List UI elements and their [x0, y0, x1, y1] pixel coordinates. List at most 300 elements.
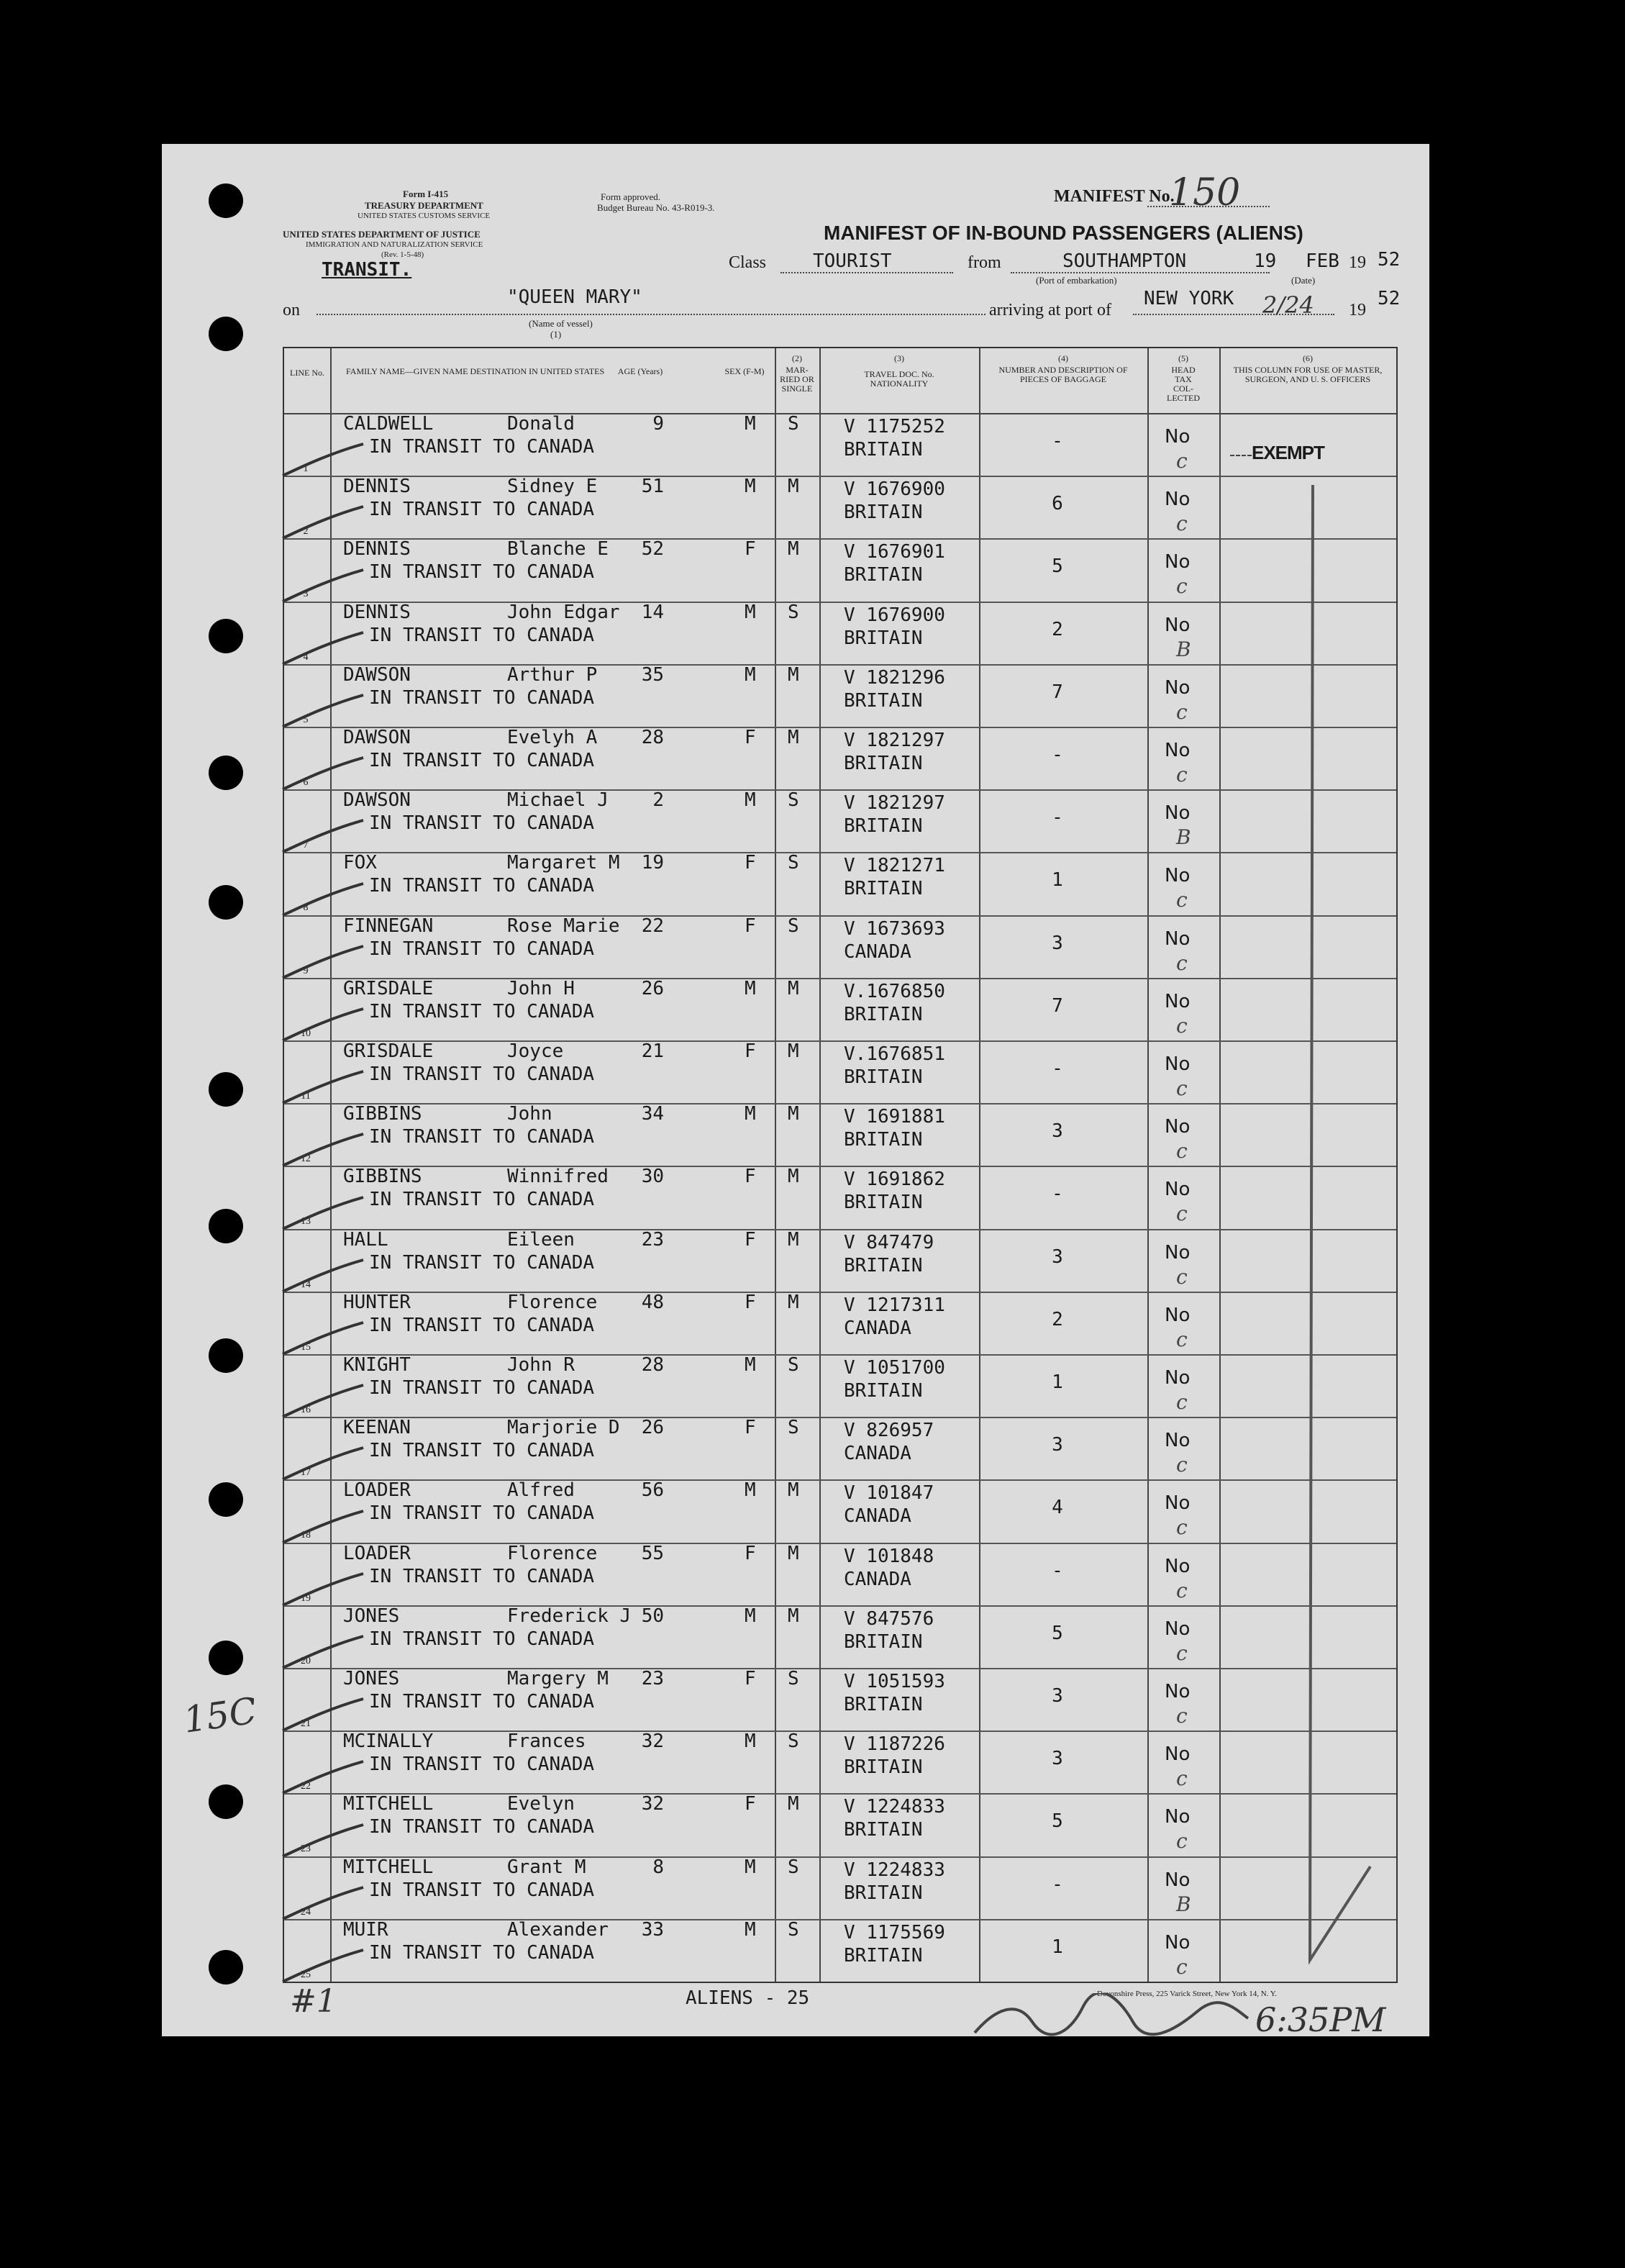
given-name: Evelyh A [507, 727, 598, 748]
family-name: MUIR [343, 1918, 388, 1941]
header-officers-column: THIS COLUMN FOR USE OF MASTER, SURGEON, AND U. S. OFFICERS [1233, 365, 1383, 384]
line-number: 3 [303, 589, 309, 600]
sex: F [745, 1668, 756, 1689]
destination: IN TRANSIT TO CANADA [369, 1251, 595, 1274]
header-col6-number: (6) [1303, 353, 1313, 363]
travel-doc-no: V.1676850 [844, 980, 945, 1002]
sex: M [745, 1856, 756, 1878]
header-travel-doc: TRAVEL DOC. No. NATIONALITY [864, 369, 934, 389]
destination: IN TRANSIT TO CANADA [369, 1189, 595, 1211]
vessel-name: "QUEEN MARY" [507, 286, 642, 308]
given-name: Alexander [507, 1918, 609, 1941]
age: 14 [641, 601, 664, 623]
punch-hole [209, 619, 243, 653]
baggage-count: 1 [1052, 1936, 1063, 1958]
revision: (Rev. 1-5-48) [381, 250, 424, 259]
header-col4-number: (4) [1058, 353, 1068, 363]
head-tax-mark: c [1176, 888, 1188, 912]
line-number: 12 [301, 1153, 311, 1165]
punch-hole [209, 1784, 243, 1819]
sex: M [745, 1354, 756, 1376]
family-name: GIBBINS [343, 1166, 422, 1188]
marital-status: M [788, 977, 799, 999]
col-divider [1147, 348, 1149, 1982]
dept-of-justice: UNITED STATES DEPARTMENT OF JUSTICE [283, 229, 481, 240]
age: 26 [641, 1417, 664, 1439]
punch-hole [209, 1209, 243, 1243]
family-name: GRISDALE [343, 977, 434, 999]
exempt-stamp: EXEMPT [1252, 442, 1324, 463]
given-name: Florence [507, 1542, 598, 1564]
head-tax-mark: B [1176, 825, 1191, 850]
destination: IN TRANSIT TO CANADA [369, 1314, 595, 1336]
age: 8 [652, 1856, 664, 1878]
baggage-count: 7 [1052, 681, 1063, 703]
destination: IN TRANSIT TO CANADA [369, 1502, 595, 1525]
marital-status: M [788, 1103, 799, 1125]
travel-doc-no: V 1175569 [844, 1921, 945, 1943]
head-tax: No [1165, 865, 1191, 887]
nationality: BRITAIN [844, 1630, 923, 1653]
age: 55 [641, 1542, 664, 1564]
age: 48 [641, 1291, 664, 1313]
baggage-count: 5 [1052, 1622, 1063, 1644]
given-name: Marjorie D [507, 1417, 620, 1439]
sex: M [745, 1103, 756, 1125]
head-tax-mark: c [1176, 951, 1188, 975]
nationality: CANADA [844, 1443, 911, 1465]
nationality: BRITAIN [844, 689, 923, 712]
nationality: BRITAIN [844, 1003, 923, 1025]
travel-doc-no: V 1217311 [844, 1294, 945, 1316]
head-tax-mark: c [1176, 1766, 1188, 1791]
age: 30 [641, 1166, 664, 1188]
travel-doc-no: V 1821297 [844, 792, 945, 815]
nationality: BRITAIN [844, 627, 923, 649]
baggage-count: 7 [1052, 994, 1063, 1017]
head-tax-mark: c [1176, 1453, 1188, 1477]
form-approved: Form approved. [601, 191, 661, 202]
given-name: John [507, 1103, 552, 1125]
family-name: DAWSON [343, 727, 411, 748]
head-tax-mark: B [1176, 1892, 1191, 1916]
head-tax-mark: c [1176, 1704, 1188, 1728]
marital-status: S [788, 1354, 799, 1376]
nationality: BRITAIN [844, 1254, 923, 1276]
destination: IN TRANSIT TO CANADA [369, 436, 595, 458]
head-tax: No [1165, 1492, 1191, 1515]
line-number: 14 [301, 1279, 311, 1290]
baggage-count: - [1052, 1183, 1063, 1205]
baggage-count: 5 [1052, 555, 1063, 578]
head-tax: No [1165, 1053, 1191, 1075]
baggage-count: 3 [1052, 932, 1063, 954]
given-name: John R [507, 1354, 575, 1376]
destination: IN TRANSIT TO CANADA [369, 875, 595, 897]
head-tax: No [1165, 1430, 1191, 1452]
col-divider [775, 348, 776, 1982]
marital-status: M [788, 1291, 799, 1313]
header-head-tax: HEAD TAX COL- LECTED [1167, 365, 1200, 403]
nationality: BRITAIN [844, 1694, 923, 1715]
head-tax: No [1165, 1367, 1191, 1389]
destination: IN TRANSIT TO CANADA [369, 1126, 595, 1148]
family-name: MCINALLY [343, 1731, 434, 1753]
header-divider [284, 413, 1396, 414]
destination: IN TRANSIT TO CANADA [369, 686, 595, 709]
nationality: CANADA [844, 940, 911, 963]
age: 50 [641, 1605, 664, 1627]
date-caption: (Date) [1291, 275, 1316, 286]
head-tax-mark: c [1176, 1641, 1188, 1665]
travel-doc-no: V 1175252 [844, 416, 945, 437]
head-tax: No [1165, 1241, 1191, 1264]
baggage-count: 4 [1052, 1497, 1063, 1519]
travel-doc-no: V 1691862 [844, 1169, 945, 1191]
travel-doc-no: V 1224833 [844, 1859, 945, 1881]
nationality: BRITAIN [844, 502, 923, 524]
travel-doc-no: V 1821297 [844, 730, 945, 751]
header-line-no: LINE No. [290, 368, 324, 378]
head-tax-mark: c [1176, 1327, 1188, 1351]
marital-status: S [788, 601, 799, 623]
given-name: Donald [507, 413, 575, 435]
baggage-count: - [1052, 744, 1063, 766]
destination: IN TRANSIT TO CANADA [369, 561, 595, 584]
family-name: JONES [343, 1668, 400, 1689]
baggage-count: 3 [1052, 1685, 1063, 1707]
destination: IN TRANSIT TO CANADA [369, 624, 595, 646]
family-name: LOADER [343, 1479, 411, 1502]
manifest-no-label: MANIFEST No. [1054, 187, 1175, 206]
marital-status: S [788, 852, 799, 874]
marital-status: S [788, 1918, 799, 1941]
line-number: 21 [301, 1718, 311, 1729]
age: 9 [652, 413, 664, 435]
given-name: Michael J [507, 789, 609, 812]
printer-imprint: Devonshire Press, 225 Varick Street, New York 14, N. Y. [1097, 1990, 1278, 1998]
line-number: 13 [301, 1216, 311, 1228]
baggage-count: - [1052, 807, 1063, 829]
nationality: BRITAIN [844, 878, 923, 900]
nationality: BRITAIN [844, 753, 923, 774]
header-col2-number: (2) [792, 353, 802, 363]
punch-hole [209, 885, 243, 920]
budget-bureau: Budget Bureau No. 43-R019-3. [597, 202, 715, 213]
port-embark-caption: (Port of embarkation) [1036, 275, 1117, 286]
sex: F [745, 1793, 756, 1815]
punch-hole [209, 317, 243, 351]
sex: M [745, 476, 756, 498]
arriving-label: arriving at port of [989, 301, 1111, 319]
travel-doc-no: V 1821296 [844, 666, 945, 689]
line-number: 20 [301, 1655, 311, 1666]
given-name: Eileen [507, 1228, 575, 1251]
header-name: FAMILY NAME—GIVEN NAME DESTINATION IN UNITED STATES [346, 366, 605, 376]
head-tax: No [1165, 1618, 1191, 1640]
given-name: Arthur P [507, 663, 598, 686]
age: 51 [641, 476, 664, 498]
given-name: Florence [507, 1291, 598, 1313]
family-name: HALL [343, 1228, 388, 1251]
nationality: BRITAIN [844, 815, 923, 838]
line-number: 9 [303, 965, 309, 976]
marital-status: M [788, 727, 799, 748]
travel-doc-no: V 1673693 [844, 917, 945, 940]
sex: M [745, 789, 756, 812]
age: 23 [641, 1228, 664, 1251]
family-name: DAWSON [343, 663, 411, 686]
head-tax-mark: c [1176, 512, 1188, 536]
sex: M [745, 1918, 756, 1941]
head-tax-mark: c [1176, 1139, 1188, 1164]
customs-service: UNITED STATES CUSTOMS SERVICE [358, 212, 491, 220]
head-tax: No [1165, 1806, 1191, 1828]
head-tax-mark: c [1176, 1076, 1188, 1100]
head-tax: No [1165, 489, 1191, 511]
baggage-count: 5 [1052, 1810, 1063, 1833]
marital-status: S [788, 1856, 799, 1878]
marital-status: M [788, 1605, 799, 1627]
given-name: Blanche E [507, 538, 609, 561]
sex: M [745, 977, 756, 999]
travel-doc-no: V 101847 [844, 1482, 934, 1505]
footer-aliens-count: ALIENS - 25 [686, 1987, 810, 2009]
nationality: CANADA [844, 1317, 911, 1339]
line-number: 23 [301, 1843, 311, 1855]
nationality: CANADA [844, 1505, 911, 1528]
baggage-count: 6 [1052, 493, 1063, 515]
destination: IN TRANSIT TO CANADA [369, 1816, 595, 1838]
travel-doc-no: V 1691881 [844, 1106, 945, 1128]
head-tax-mark: c [1176, 1390, 1188, 1414]
baggage-count: 2 [1052, 1308, 1063, 1330]
sex: M [745, 1479, 756, 1502]
marital-status: M [788, 476, 799, 498]
destination: IN TRANSIT TO CANADA [369, 499, 595, 521]
ins-service: IMMIGRATION AND NATURALIZATION SERVICE [306, 240, 483, 249]
given-name: Sidney E [507, 476, 598, 498]
line-number: 18 [301, 1530, 311, 1541]
head-tax: No [1165, 1179, 1191, 1201]
family-name: DENNIS [343, 538, 411, 561]
manifest-title: MANIFEST OF IN-BOUND PASSENGERS (ALIENS) [824, 222, 1303, 244]
time-handwritten: 6:35PM [1255, 2000, 1386, 2039]
sex: F [745, 1542, 756, 1564]
destination: IN TRANSIT TO CANADA [369, 1063, 595, 1085]
sex: F [745, 1228, 756, 1251]
nationality: BRITAIN [844, 439, 923, 461]
family-name: MITCHELL [343, 1793, 434, 1815]
family-name: DENNIS [343, 601, 411, 623]
destination: IN TRANSIT TO CANADA [369, 1377, 595, 1399]
marital-status: S [788, 1668, 799, 1689]
line-number: 24 [301, 1906, 311, 1918]
nationality: BRITAIN [844, 1129, 923, 1151]
header-col3-number: (3) [894, 353, 904, 363]
head-tax-mark: c [1176, 1013, 1188, 1038]
head-tax: No [1165, 1116, 1191, 1138]
head-tax-mark: c [1176, 1578, 1188, 1602]
sex: F [745, 915, 756, 937]
head-tax-mark: B [1176, 637, 1191, 661]
destination: IN TRANSIT TO CANADA [369, 812, 595, 835]
family-name: HUNTER [343, 1291, 411, 1313]
head-tax-mark: c [1176, 574, 1188, 599]
given-name: Margaret M [507, 852, 620, 874]
from-label: from [968, 253, 1001, 272]
travel-doc-no: V 1676901 [844, 541, 945, 563]
baggage-count: - [1052, 1873, 1063, 1895]
column-1-number: (1) [550, 329, 562, 340]
family-name: LOADER [343, 1542, 411, 1564]
baggage-count: - [1052, 430, 1063, 452]
travel-doc-no: V 1187226 [844, 1733, 945, 1756]
arrival-underline [1133, 314, 1334, 315]
marital-status: M [788, 538, 799, 561]
age: 19 [641, 852, 664, 874]
nationality: BRITAIN [844, 1882, 923, 1904]
treasury-department: TREASURY DEPARTMENT [365, 200, 483, 211]
line-number: 6 [303, 777, 309, 788]
punch-hole [209, 1641, 243, 1675]
nationality: BRITAIN [844, 564, 923, 586]
arrival-date-handwritten: 2/24 [1262, 291, 1314, 319]
passenger-table [283, 347, 1398, 1983]
line-number: 11 [301, 1091, 311, 1102]
header-age: AGE (Years) [617, 366, 663, 376]
pencil-check-line [1219, 456, 1396, 1974]
family-name: DENNIS [343, 476, 411, 498]
line-number: 17 [301, 1467, 311, 1479]
line-number: 19 [301, 1592, 311, 1604]
from-value: SOUTHAMPTON [1062, 250, 1187, 272]
marital-status: M [788, 1479, 799, 1502]
given-name: John H [507, 977, 575, 999]
family-name: KEENAN [343, 1417, 411, 1439]
nationality: BRITAIN [844, 1380, 923, 1402]
header-col5-number: (5) [1178, 353, 1188, 363]
destination: IN TRANSIT TO CANADA [369, 1879, 595, 1901]
nationality: BRITAIN [844, 1944, 923, 1967]
travel-doc-no: V 1676900 [844, 478, 945, 501]
travel-doc-no: V 1821271 [844, 855, 945, 877]
age: 2 [652, 789, 664, 812]
sex: F [745, 852, 756, 874]
given-name: Winnifred [507, 1166, 609, 1188]
travel-doc-no: V 101848 [844, 1545, 934, 1567]
header-sex: SEX (F-M) [724, 366, 765, 376]
baggage-count: 1 [1052, 1371, 1063, 1393]
line-number: 10 [301, 1028, 311, 1039]
nationality: CANADA [844, 1568, 911, 1590]
head-tax: No [1165, 676, 1191, 699]
class-value: TOURIST [813, 250, 892, 272]
destination: IN TRANSIT TO CANADA [369, 1941, 595, 1964]
destination: IN TRANSIT TO CANADA [369, 1628, 595, 1650]
line-number: 1 [303, 463, 309, 474]
head-tax: No [1165, 1681, 1191, 1702]
age: 35 [641, 663, 664, 686]
travel-doc-no: V 826957 [844, 1420, 934, 1442]
baggage-count: 3 [1052, 1748, 1063, 1770]
baggage-count: 3 [1052, 1120, 1063, 1143]
marital-status: M [788, 1228, 799, 1251]
header-married: MAR- RIED OR SINGLE [780, 365, 814, 394]
marital-status: S [788, 1731, 799, 1753]
from-underline [1011, 272, 1270, 273]
marital-status: S [788, 413, 799, 435]
arrival-century: 19 [1349, 301, 1366, 319]
age: 52 [641, 538, 664, 561]
line-number: 8 [303, 902, 309, 914]
manifest-sheet [162, 144, 1429, 2039]
head-tax: No [1165, 614, 1191, 636]
line-number: 22 [301, 1781, 311, 1792]
sex: F [745, 1291, 756, 1313]
age: 21 [641, 1040, 664, 1062]
given-name: Frederick J [507, 1605, 632, 1627]
destination: IN TRANSIT TO CANADA [369, 1000, 595, 1022]
destination: IN TRANSIT TO CANADA [369, 1754, 595, 1776]
sex: F [745, 538, 756, 561]
head-tax-mark: c [1176, 1202, 1188, 1226]
baggage-count: 2 [1052, 618, 1063, 640]
travel-doc-no: V 1676900 [844, 604, 945, 626]
transit-label: TRANSIT. [322, 259, 412, 281]
given-name: Margery M [507, 1668, 609, 1689]
family-name: DAWSON [343, 789, 411, 812]
sex: F [745, 1040, 756, 1062]
sex: F [745, 1417, 756, 1439]
family-name: FINNEGAN [343, 915, 434, 937]
head-tax-mark: c [1176, 1264, 1188, 1289]
destination: IN TRANSIT TO CANADA [369, 750, 595, 771]
nationality: BRITAIN [844, 1756, 923, 1779]
head-tax-mark: c [1176, 1954, 1188, 1979]
manifest-no-handwritten: 150 [1169, 171, 1241, 214]
head-tax-mark: c [1176, 699, 1188, 724]
arrival-year: 52 [1378, 288, 1401, 309]
punch-hole [209, 1482, 243, 1517]
head-tax: No [1165, 990, 1191, 1012]
marital-status: S [788, 789, 799, 812]
date-century: 19 [1349, 253, 1366, 272]
age: 56 [641, 1479, 664, 1502]
sex: M [745, 1731, 756, 1753]
age: 32 [641, 1793, 664, 1815]
baggage-count: - [1052, 1559, 1063, 1582]
line-number: 5 [303, 714, 309, 725]
age: 22 [641, 915, 664, 937]
punch-hole [209, 1338, 243, 1373]
family-name: GRISDALE [343, 1040, 434, 1062]
head-tax: No [1165, 1931, 1191, 1954]
head-tax: No [1165, 1555, 1191, 1577]
travel-doc-no: V.1676851 [844, 1043, 945, 1065]
punch-hole [209, 183, 243, 218]
family-name: CALDWELL [343, 413, 434, 435]
head-tax: No [1165, 802, 1191, 825]
head-tax-mark: c [1176, 449, 1188, 473]
vessel-underline [317, 314, 986, 315]
destination: IN TRANSIT TO CANADA [369, 1440, 595, 1462]
line-number: 2 [303, 526, 309, 537]
head-tax: No [1165, 551, 1191, 573]
baggage-count: - [1052, 1058, 1063, 1079]
family-name: FOX [343, 852, 377, 874]
arrival-port: NEW YORK [1144, 288, 1234, 309]
